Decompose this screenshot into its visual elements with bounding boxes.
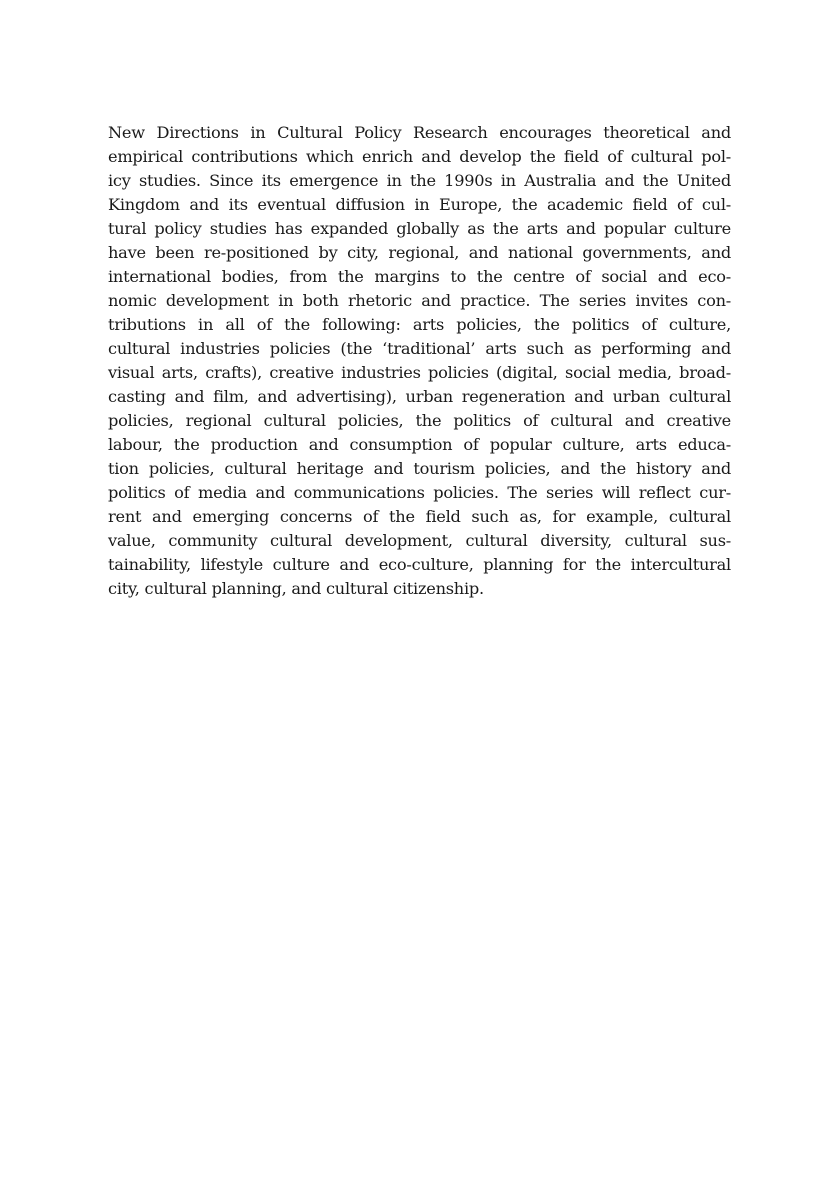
paragraph-line: cultural industries policies (the ‘traditional’ arts such as performing and	[108, 339, 731, 358]
paragraph-line: visual arts, crafts), creative industries policies (digital, social media, broad-	[108, 363, 731, 382]
paragraph-line: have been re-positioned by city, regional, and national governments, and	[108, 243, 731, 262]
paragraph-line: labour, the production and consumption of popular culture, arts educa-	[108, 435, 731, 454]
paragraph-line: city, cultural planning, and cultural citizenship.	[108, 579, 484, 598]
paragraph-line: rent and emerging concerns of the field such as, for example, cultural	[108, 507, 731, 526]
paragraph-line: icy studies. Since its emergence in the 1990s in Australia and the United	[108, 171, 731, 190]
paragraph-line: tion policies, cultural heritage and tourism policies, and the history and	[108, 459, 731, 478]
paragraph-line: tural policy studies has expanded globally as the arts and popular culture	[108, 219, 731, 238]
paragraph-line: New Directions in Cultural Policy Research encourages theoretical and	[108, 123, 731, 142]
paragraph-line: nomic development in both rhetoric and practice. The series invites con-	[108, 291, 731, 310]
series-description-paragraph	[108, 121, 731, 601]
paragraph-line: politics of media and communications policies. The series will reflect cur-	[108, 483, 731, 502]
paragraph-line: casting and film, and advertising), urban regeneration and urban cultural	[108, 387, 731, 406]
paragraph-line: value, community cultural development, cultural diversity, cultural sus-	[108, 531, 731, 550]
paragraph-line: international bodies, from the margins to the centre of social and eco-	[108, 267, 731, 286]
paragraph-line: tainability, lifestyle culture and eco-culture, planning for the intercultural	[108, 555, 731, 574]
paragraph-line: tributions in all of the following: arts policies, the politics of culture,	[108, 315, 731, 334]
paragraph-line: policies, regional cultural policies, the politics of cultural and creative	[108, 411, 731, 430]
paragraph-line: empirical contributions which enrich and develop the field of cultural pol-	[108, 147, 731, 166]
paragraph-line: Kingdom and its eventual diffusion in Europe, the academic field of cul-	[108, 195, 731, 214]
